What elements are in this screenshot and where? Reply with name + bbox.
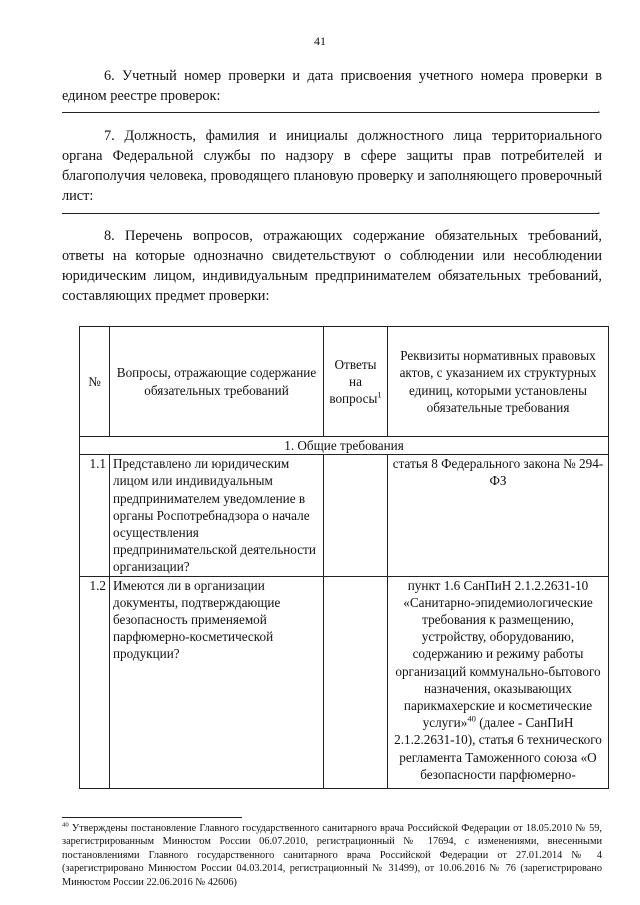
header-num: № xyxy=(80,327,110,437)
section-row xyxy=(80,437,609,455)
row-2-question: Имеются ли в организации документы, подтверждающие безопасность применяемой парфюмерно-косметической продукции? xyxy=(110,576,324,788)
checklist-table xyxy=(79,326,609,789)
page-number: 41 xyxy=(314,34,326,48)
section-title: 1. Общие требования xyxy=(80,437,609,455)
item-6-text: 6. Учетный номер проверки и дата присвоения учетного номера проверки в едином реестре проверок: xyxy=(62,68,602,104)
table-row xyxy=(80,576,609,788)
item-7-fill-end: . xyxy=(597,203,601,218)
header-answers-footnote: 1 xyxy=(377,389,382,400)
item-7-fill-line[interactable] xyxy=(62,213,598,214)
item-7-text: 7. Должность, фамилия и инициалы должностного лица территориального органа Федеральной службы по надзору в сфере защиты прав потребителей и благополучия человека, проводящего плановую проверку и заполняющего проверочный лист: xyxy=(62,128,602,204)
table-header-row xyxy=(80,327,609,437)
row-2-answer-cell[interactable] xyxy=(324,576,388,788)
footnote-marker: 40 xyxy=(62,821,69,829)
header-answers xyxy=(324,327,388,437)
row-1-answer-cell[interactable] xyxy=(324,455,388,576)
item-6-fill-line[interactable] xyxy=(62,112,598,113)
item-6-fill-end: . xyxy=(597,102,601,117)
header-answers-label: Ответы на вопросы xyxy=(329,356,378,407)
row-2-reference-part2: (далее - СанПиН 2.1.2.2631-10), статья 6 технического регламента Таможенного союза «О безопасности парфюмерно- xyxy=(394,715,602,782)
row-1-question: Представлено ли юридическим лицом или индивидуальным предпринимателем уведомление в органы Роспотребнадзора о начале осуществления предпринимательской деятельности организации? xyxy=(110,455,324,576)
row-2-reference-part1: пункт 1.6 СанПиН 2.1.2.2631-10 «Санитарно-эпидемиологические требования к размещению, устройству, оборудованию, содержанию и режиму работы организаций коммунально-бытового назначения, оказывающих парикмахерские и косметические услуги» xyxy=(395,577,601,731)
footnote xyxy=(62,822,602,889)
table-row xyxy=(80,455,609,576)
item-8-text: 8. Перечень вопросов, отражающих содержание обязательных требований, ответы на которые однозначно свидетельствуют о соблюдении или несоблюдении юридическим лицом, индивидуальным предпринимателем обязательных требований, составляющих предмет проверки: xyxy=(62,228,602,304)
header-reference: Реквизиты нормативных правовых актов, с указанием их структурных единиц, которыми установлены обязательные требования xyxy=(388,327,609,437)
footnote-divider xyxy=(62,817,242,818)
header-question: Вопросы, отражающие содержание обязательных требований xyxy=(110,327,324,437)
row-1-num: 1.1 xyxy=(80,455,110,576)
row-1-reference: статья 8 Федерального закона № 294-ФЗ xyxy=(388,455,609,576)
row-2-reference-footnote: 40 xyxy=(467,713,476,724)
footnote-text: Утверждены постановление Главного государственного санитарного врача Российской Федерации от 18.05.2010 № 59, зарегистрированным Минюстом России 06.07.2010, регистрационный № 17694, с изменениями, внесенными постановлениями Главного государственного санитарного врача Российской Федерации от 27.01.2014 № 4 (зарегистрировано Минюстом России 04.03.2014, регистрационный № 31499), от 10.06.2016 № 76 (зарегистрировано Минюстом России 22.06.2016 № 42606) xyxy=(62,823,602,888)
row-2-reference xyxy=(388,576,609,788)
row-2-num: 1.2 xyxy=(80,576,110,788)
